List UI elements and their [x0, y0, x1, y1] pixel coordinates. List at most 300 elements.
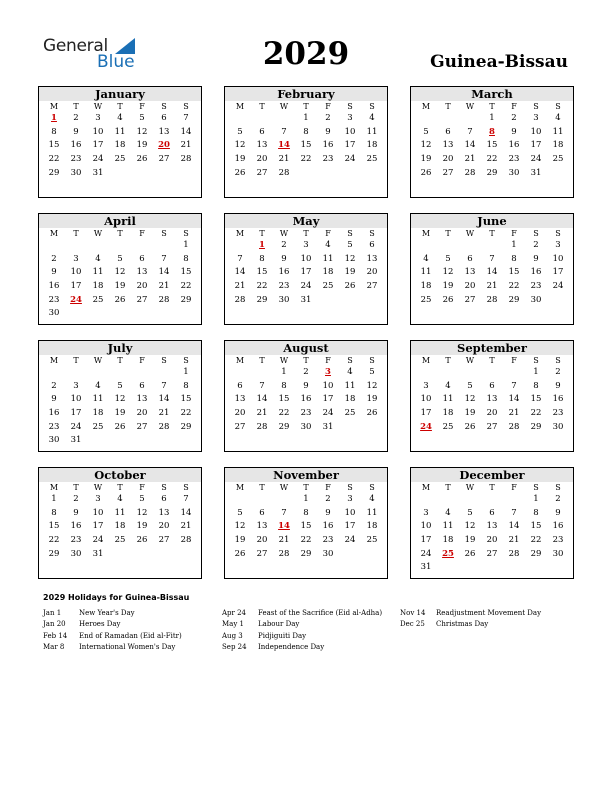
weekday-header: F — [511, 229, 517, 238]
day-cell: 16 — [48, 281, 60, 292]
day-cell: 9 — [533, 253, 539, 264]
day-cell: 25 — [420, 294, 432, 305]
page-title-year: 2029 — [262, 36, 350, 72]
day-cell: 22 — [180, 281, 192, 292]
day-cell: 4 — [325, 240, 331, 250]
day-cell: 16 — [70, 140, 82, 151]
day-cell: 31 — [420, 562, 432, 573]
month-name: June — [411, 214, 573, 228]
weekday-header: T — [73, 483, 79, 492]
month-day-grid — [225, 355, 387, 434]
day-cell: 22 — [300, 535, 312, 546]
day-cell: 13 — [136, 267, 148, 278]
day-cell: 10 — [420, 521, 432, 532]
day-cell: 29 — [48, 167, 60, 178]
day-cell: 11 — [114, 126, 126, 137]
weekday-header: S — [347, 229, 353, 238]
day-cell: 13 — [136, 394, 148, 405]
day-cell: 21 — [234, 281, 246, 292]
weekday-header: W — [465, 356, 475, 365]
day-cell: 8 — [183, 380, 189, 391]
holiday-column — [222, 608, 382, 653]
weekday-header: W — [93, 229, 103, 238]
day-cell: 7 — [237, 253, 243, 264]
empty-day-cell — [459, 493, 481, 507]
day-cell: 29 — [508, 294, 520, 305]
month-february — [224, 86, 388, 198]
day-cell: 6 — [139, 380, 145, 391]
day-cell: 31 — [530, 167, 542, 178]
holiday-date: Aug 3 — [222, 631, 243, 640]
empty-day-cell — [43, 239, 65, 253]
day-cell: 26 — [114, 294, 126, 305]
day-cell: 9 — [281, 253, 287, 264]
weekday-header: S — [347, 102, 353, 111]
empty-day-cell — [109, 239, 131, 253]
day-cell: 23 — [530, 281, 542, 292]
day-cell: 30 — [300, 421, 312, 432]
day-cell: 13 — [464, 267, 476, 278]
day-cell: 6 — [489, 380, 495, 391]
day-cell: 12 — [234, 140, 246, 151]
day-cell: 12 — [114, 394, 126, 405]
holiday-name: International Women's Day — [79, 642, 176, 651]
weekday-header: F — [511, 483, 517, 492]
weekday-header: T — [303, 356, 309, 365]
day-cell: 11 — [322, 253, 334, 264]
weekday-header: M — [49, 102, 59, 111]
day-cell: 19 — [234, 535, 246, 546]
day-cell: 27 — [136, 294, 148, 305]
day-cell: 9 — [73, 126, 79, 137]
weekday-header: W — [279, 483, 289, 492]
day-cell: 20 — [136, 408, 148, 419]
day-cell: 10 — [530, 126, 542, 137]
day-cell: 21 — [508, 408, 520, 419]
month-day-grid — [39, 355, 201, 448]
holiday-date: Dec 25 — [400, 620, 425, 629]
day-cell: 28 — [508, 548, 520, 559]
day-cell: 15 — [48, 140, 60, 151]
day-cell: 1 — [303, 113, 309, 123]
month-april — [38, 213, 202, 325]
day-cell: 29 — [180, 421, 192, 432]
empty-day-cell — [251, 493, 273, 507]
day-cell: 22 — [180, 408, 192, 419]
holidays-title: 2029 Holidays for Guinea-Bissau — [43, 593, 190, 602]
holiday-item — [222, 631, 382, 642]
day-cell: 13 — [158, 507, 170, 518]
day-cell: 21 — [180, 521, 192, 532]
month-may — [224, 213, 388, 325]
day-cell: 7 — [161, 380, 167, 391]
day-cell: 26 — [442, 294, 454, 305]
month-september — [410, 340, 574, 452]
holiday-date: Sep 24 — [222, 642, 247, 651]
empty-day-cell — [437, 239, 459, 253]
day-cell: 27 — [442, 167, 454, 178]
day-cell: 16 — [508, 140, 520, 151]
day-cell: 4 — [555, 113, 561, 123]
day-cell: 12 — [234, 521, 246, 532]
day-cell: 29 — [180, 294, 192, 305]
empty-day-cell — [415, 493, 437, 507]
day-cell: 25 — [366, 154, 378, 165]
weekday-header: S — [555, 229, 561, 238]
day-cell: 27 — [486, 548, 498, 559]
day-cell: 8 — [303, 126, 309, 137]
day-cell: 29 — [530, 421, 542, 432]
weekday-header: F — [325, 102, 331, 111]
day-cell: 5 — [467, 380, 473, 391]
day-cell: 2 — [325, 494, 331, 504]
day-cell: 17 — [530, 140, 542, 151]
holiday-item — [222, 642, 382, 653]
day-cell: 3 — [95, 113, 101, 123]
day-cell: 4 — [445, 507, 451, 518]
day-cell: 4 — [117, 494, 123, 504]
day-cell: 23 — [278, 281, 290, 292]
month-day-grid — [39, 228, 201, 321]
day-cell: 18 — [442, 535, 454, 546]
weekday-header: S — [533, 483, 539, 492]
day-cell: 9 — [511, 126, 517, 137]
holiday-item — [43, 608, 182, 619]
day-cell: 2 — [555, 494, 561, 504]
empty-day-cell — [273, 493, 295, 507]
day-cell: 10 — [420, 394, 432, 405]
day-cell: 6 — [259, 507, 265, 518]
day-cell: 19 — [442, 281, 454, 292]
weekday-header: F — [511, 356, 517, 365]
day-cell: 10 — [92, 507, 104, 518]
day-cell: 8 — [259, 253, 265, 264]
holiday-day-cell: 24 — [70, 294, 82, 305]
weekday-header: S — [369, 229, 375, 238]
day-cell: 21 — [158, 281, 170, 292]
day-cell: 17 — [420, 408, 432, 419]
day-cell: 30 — [48, 308, 60, 319]
day-cell: 4 — [95, 253, 101, 264]
day-cell: 4 — [347, 367, 353, 377]
holiday-item — [400, 608, 541, 619]
day-cell: 15 — [486, 140, 498, 151]
month-june — [410, 213, 574, 325]
weekday-header: S — [183, 356, 189, 365]
holiday-item — [222, 608, 382, 619]
day-cell: 11 — [420, 267, 432, 278]
day-cell: 23 — [552, 535, 564, 546]
month-day-grid — [225, 482, 387, 561]
day-cell: 31 — [322, 421, 334, 432]
day-cell: 16 — [552, 394, 564, 405]
day-cell: 16 — [322, 521, 334, 532]
weekday-header: F — [325, 356, 331, 365]
day-cell: 28 — [278, 167, 290, 178]
weekday-header: S — [347, 356, 353, 365]
day-cell: 10 — [300, 253, 312, 264]
day-cell: 17 — [420, 535, 432, 546]
weekday-header: T — [73, 229, 79, 238]
day-cell: 18 — [92, 281, 104, 292]
day-cell: 15 — [278, 394, 290, 405]
day-cell: 26 — [114, 421, 126, 432]
day-cell: 7 — [183, 494, 189, 504]
weekday-header: F — [139, 483, 145, 492]
day-cell: 17 — [70, 408, 82, 419]
month-day-grid — [411, 355, 573, 434]
day-cell: 9 — [73, 507, 79, 518]
day-cell: 5 — [423, 126, 429, 137]
day-cell: 30 — [508, 167, 520, 178]
holiday-day-cell: 24 — [420, 421, 432, 432]
weekday-header: T — [303, 483, 309, 492]
country-name: Guinea-Bissau — [430, 52, 568, 72]
empty-day-cell — [503, 366, 525, 380]
day-cell: 27 — [158, 535, 170, 546]
empty-day-cell — [437, 493, 459, 507]
day-cell: 1 — [533, 367, 539, 377]
weekday-header: W — [279, 102, 289, 111]
holiday-item — [43, 642, 182, 653]
day-cell: 30 — [48, 435, 60, 446]
day-cell: 28 — [180, 154, 192, 165]
day-cell: 23 — [70, 535, 82, 546]
day-cell: 19 — [366, 394, 378, 405]
day-cell: 5 — [445, 253, 451, 264]
month-august — [224, 340, 388, 452]
day-cell: 22 — [300, 154, 312, 165]
empty-day-cell — [273, 112, 295, 126]
empty-day-cell — [437, 366, 459, 380]
day-cell: 30 — [552, 421, 564, 432]
day-cell: 2 — [73, 494, 79, 504]
day-cell: 8 — [533, 380, 539, 391]
empty-day-cell — [131, 239, 153, 253]
day-cell: 14 — [158, 267, 170, 278]
empty-day-cell — [503, 493, 525, 507]
day-cell: 26 — [464, 548, 476, 559]
day-cell: 12 — [136, 507, 148, 518]
month-day-grid — [225, 228, 387, 307]
empty-day-cell — [229, 239, 251, 253]
month-day-grid — [39, 482, 201, 561]
day-cell: 7 — [489, 253, 495, 264]
day-cell: 25 — [552, 154, 564, 165]
day-cell: 20 — [486, 535, 498, 546]
day-cell: 24 — [344, 154, 356, 165]
day-cell: 8 — [511, 253, 517, 264]
empty-day-cell — [415, 112, 437, 126]
weekday-header: S — [161, 356, 167, 365]
weekday-header: T — [489, 102, 495, 111]
weekday-header: S — [369, 356, 375, 365]
day-cell: 20 — [234, 408, 246, 419]
day-cell: 18 — [114, 140, 126, 151]
day-cell: 6 — [259, 126, 265, 137]
day-cell: 9 — [303, 380, 309, 391]
day-cell: 3 — [347, 494, 353, 504]
month-name: January — [39, 87, 201, 101]
day-cell: 27 — [234, 421, 246, 432]
day-cell: 12 — [420, 140, 432, 151]
day-cell: 16 — [48, 408, 60, 419]
holiday-date: Mar 8 — [43, 642, 65, 651]
weekday-header: T — [303, 229, 309, 238]
empty-day-cell — [229, 112, 251, 126]
day-cell: 13 — [256, 521, 268, 532]
holiday-item — [43, 619, 182, 630]
month-day-grid — [411, 101, 573, 180]
weekday-header: S — [161, 483, 167, 492]
day-cell: 26 — [234, 167, 246, 178]
day-cell: 7 — [511, 507, 517, 518]
month-name: February — [225, 87, 387, 101]
day-cell: 29 — [530, 548, 542, 559]
weekday-header: S — [369, 102, 375, 111]
day-cell: 21 — [180, 140, 192, 151]
day-cell: 25 — [114, 154, 126, 165]
weekday-header: S — [555, 356, 561, 365]
weekday-header: T — [445, 356, 451, 365]
holiday-column — [43, 608, 182, 653]
weekday-header: F — [139, 356, 145, 365]
day-cell: 24 — [530, 154, 542, 165]
day-cell: 6 — [139, 253, 145, 264]
day-cell: 17 — [92, 140, 104, 151]
day-cell: 17 — [70, 281, 82, 292]
day-cell: 6 — [445, 126, 451, 137]
day-cell: 3 — [73, 380, 79, 391]
weekday-header: T — [259, 229, 265, 238]
day-cell: 11 — [366, 126, 378, 137]
weekday-header: M — [49, 356, 59, 365]
day-cell: 1 — [183, 240, 189, 250]
day-cell: 20 — [442, 154, 454, 165]
day-cell: 30 — [552, 548, 564, 559]
logo-text-blue: Blue — [97, 52, 135, 72]
day-cell: 1 — [281, 367, 287, 377]
holiday-item — [400, 619, 541, 630]
day-cell: 21 — [278, 535, 290, 546]
weekday-header: F — [511, 102, 517, 111]
holiday-day-cell: 14 — [278, 140, 290, 151]
day-cell: 10 — [552, 253, 564, 264]
day-cell: 20 — [158, 521, 170, 532]
day-cell: 6 — [161, 494, 167, 504]
day-cell: 3 — [555, 240, 561, 250]
month-july — [38, 340, 202, 452]
weekday-header: S — [533, 229, 539, 238]
day-cell: 30 — [530, 294, 542, 305]
weekday-header: F — [325, 483, 331, 492]
day-cell: 8 — [183, 253, 189, 264]
day-cell: 15 — [530, 394, 542, 405]
day-cell: 12 — [136, 126, 148, 137]
day-cell: 5 — [467, 507, 473, 518]
day-cell: 13 — [366, 253, 378, 264]
day-cell: 3 — [423, 507, 429, 518]
day-cell: 13 — [442, 140, 454, 151]
empty-day-cell — [251, 366, 273, 380]
day-cell: 15 — [530, 521, 542, 532]
empty-day-cell — [459, 112, 481, 126]
day-cell: 21 — [508, 535, 520, 546]
weekday-header: S — [555, 483, 561, 492]
empty-day-cell — [65, 239, 87, 253]
day-cell: 2 — [51, 253, 57, 264]
day-cell: 10 — [344, 507, 356, 518]
month-march — [410, 86, 574, 198]
day-cell: 2 — [303, 367, 309, 377]
weekday-header: W — [93, 102, 103, 111]
day-cell: 9 — [51, 394, 57, 405]
day-cell: 4 — [95, 380, 101, 391]
day-cell: 15 — [300, 140, 312, 151]
weekday-header: S — [183, 229, 189, 238]
day-cell: 10 — [322, 380, 334, 391]
day-cell: 4 — [117, 113, 123, 123]
day-cell: 11 — [92, 267, 104, 278]
empty-day-cell — [415, 239, 437, 253]
day-cell: 22 — [278, 408, 290, 419]
weekday-header: W — [279, 229, 289, 238]
empty-day-cell — [415, 366, 437, 380]
day-cell: 13 — [486, 394, 498, 405]
day-cell: 10 — [344, 126, 356, 137]
weekday-header: M — [49, 229, 59, 238]
day-cell: 14 — [508, 521, 520, 532]
weekday-header: S — [161, 229, 167, 238]
holiday-date: Jan 1 — [43, 609, 62, 617]
holiday-date: May 1 — [222, 620, 244, 629]
month-name: September — [411, 341, 573, 355]
day-cell: 2 — [73, 113, 79, 123]
month-name: March — [411, 87, 573, 101]
day-cell: 15 — [48, 521, 60, 532]
day-cell: 18 — [322, 267, 334, 278]
day-cell: 7 — [259, 380, 265, 391]
holiday-item — [222, 619, 382, 630]
day-cell: 12 — [344, 253, 356, 264]
empty-day-cell — [153, 366, 175, 380]
day-cell: 22 — [48, 154, 60, 165]
day-cell: 27 — [464, 294, 476, 305]
day-cell: 5 — [139, 494, 145, 504]
weekday-header: W — [465, 102, 475, 111]
weekday-header: S — [555, 102, 561, 111]
day-cell: 28 — [180, 535, 192, 546]
day-cell: 10 — [70, 394, 82, 405]
day-cell: 4 — [445, 380, 451, 391]
day-cell: 8 — [303, 507, 309, 518]
empty-day-cell — [437, 112, 459, 126]
day-cell: 27 — [136, 421, 148, 432]
weekday-header: M — [235, 229, 245, 238]
holiday-name: Christmas Day — [436, 620, 489, 629]
day-cell: 11 — [92, 394, 104, 405]
day-cell: 10 — [92, 126, 104, 137]
day-cell: 12 — [464, 521, 476, 532]
day-cell: 28 — [278, 548, 290, 559]
holiday-name: End of Ramadan (Eid al-Fitr) — [79, 631, 182, 640]
day-cell: 19 — [234, 154, 246, 165]
day-cell: 11 — [366, 507, 378, 518]
day-cell: 11 — [442, 394, 454, 405]
day-cell: 14 — [180, 507, 192, 518]
day-cell: 18 — [552, 140, 564, 151]
day-cell: 24 — [300, 281, 312, 292]
